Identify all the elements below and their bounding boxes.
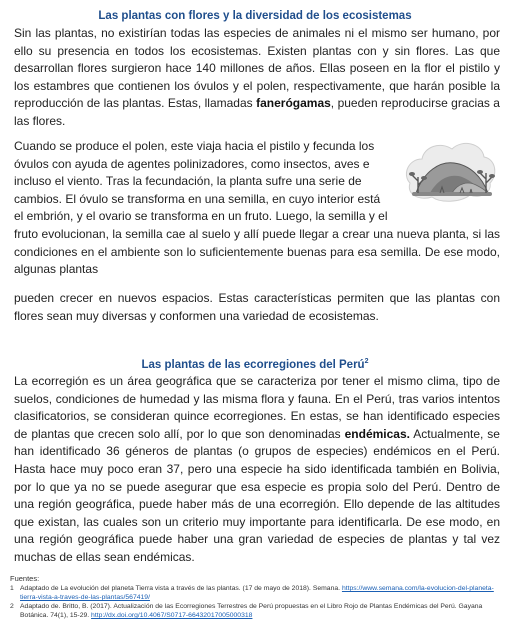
source-number: 2 (10, 603, 14, 610)
section-title-text: Las plantas con flores y la diversidad de los ecosistemas (98, 10, 412, 22)
paragraph-pollination-lines (14, 138, 394, 226)
paragraph-text: fruto evolucionan, la semilla cae al suelo y allí puede llegar a crear una nueva planta, si las condiciones en el ambiente son lo suficientemente buenas para esa semilla. De ese modo, algunas plantas (14, 227, 500, 277)
sources-header: Fuentes: (10, 574, 40, 583)
keyword-faneroganas: fanerógamas (256, 96, 331, 111)
paragraph-line: óvulos con ayuda de agentes polinizadores, como insectos, aves e (14, 156, 370, 171)
hill-with-plants-illustration (400, 133, 500, 209)
source-link[interactable]: http://dx.doi.org/10.4067/S0717-66432017005000318 (91, 612, 253, 619)
section-title-text: Las plantas de las ecorregiones del Perú (141, 358, 365, 371)
source-text: Adaptado de La evolución del planeta Tierra vista a través de las plantas. (17 de mayo de 2018). Semana. (20, 585, 341, 592)
source-item (10, 602, 502, 620)
paragraph-line: cambios. El óvulo se transforma en una semilla, en cuyo interior está (14, 191, 381, 206)
source-text: Adaptado de. Britto, B. (2017). Actualización de las Ecorregiones Terrestres de Perú propuestas en el Libro Rojo de Plantas Endémicas del Perú. Gayana Botánica. 74(1), 15-29. (20, 603, 483, 619)
source-body (20, 602, 502, 620)
paragraph-text: Sin las plantas, no existirían todas las especies de animales ni el mismo ser humano, por ello su presencia en todos los ecosistemas. Existen plantas con y sin flores. Las que desarrollan flores surgieron hace 140 millones de años. Ellas poseen en la flor el pistilo y los estambres que contienen los óvulos y el polen, respectivamente, que harán posible la reproducción de las plantas. Estas, llamadas (14, 26, 500, 111)
sources-footnotes (10, 574, 502, 620)
paragraph-line: Cuando se produce el polen, este viaja hacia el pistilo y fecunda los (14, 139, 375, 153)
section-title-flowers (0, 9, 510, 23)
paragraph-flowers-intro (14, 25, 500, 131)
paragraph-diversity (14, 290, 500, 325)
source-item (10, 584, 502, 602)
paragraph-text: La ecorregión es un área geográfica que se caracteriza por tener el mismo clima, tipo de suelos, condiciones de humedad y las misma flora y fauna. En el Perú, tras varios intentos clasificatorios, se consideran quince ecorregiones. En estas, se han identificado especies de plantas que crecen solo allí, por lo que son denominadas (14, 374, 500, 441)
section-title-ecoregions (0, 355, 510, 372)
paragraph-line: el embrión, y el ovario se transforma en un fruto. Luego, la semilla y el (14, 209, 388, 224)
paragraph-text: Actualmente, se han identificado 36 géneros de plantas (o grupos de especies) endémicos en el Perú. Hasta hace muy poco eran 37, pero una especie ha sido identificada también en Bolivia, por lo que ya no se puede asegurar que esa especie es propia solo del Perú. Dentro de una región geográfica, puede haber más de una ecorregión. Ello depende de las altitudes que existan, las cuales son un criterio muy importante para identificarla. De ese modo, en una región geográfica puede haber una gran variedad de especies de plantas y tal vez muchas de ellas sean endémicas. (14, 426, 500, 564)
paragraph-pollination-rest (14, 226, 500, 279)
paragraph-text: , pueden reproducirse gracias a las flores. (14, 96, 500, 128)
footnote-marker: 2 (364, 358, 369, 365)
source-link[interactable]: https://www.semana.com/la-evolucion-del-planeta-tierra-vista-a-traves-de-las-plantas/567419/ (20, 585, 494, 601)
paragraph-ecoregions (14, 373, 500, 567)
keyword-endemicas: endémicas. (344, 426, 410, 441)
paragraph-text: pueden crecer en nuevos espacios. Estas características permiten que las plantas con flores sean muy diversas y conformen una variedad de ecosistemas. (14, 291, 500, 323)
paragraph-line: incluso el viento. Tras la fecundación, la planta sufre una serie de (14, 174, 362, 189)
source-body (20, 584, 502, 602)
source-number: 1 (10, 585, 14, 592)
